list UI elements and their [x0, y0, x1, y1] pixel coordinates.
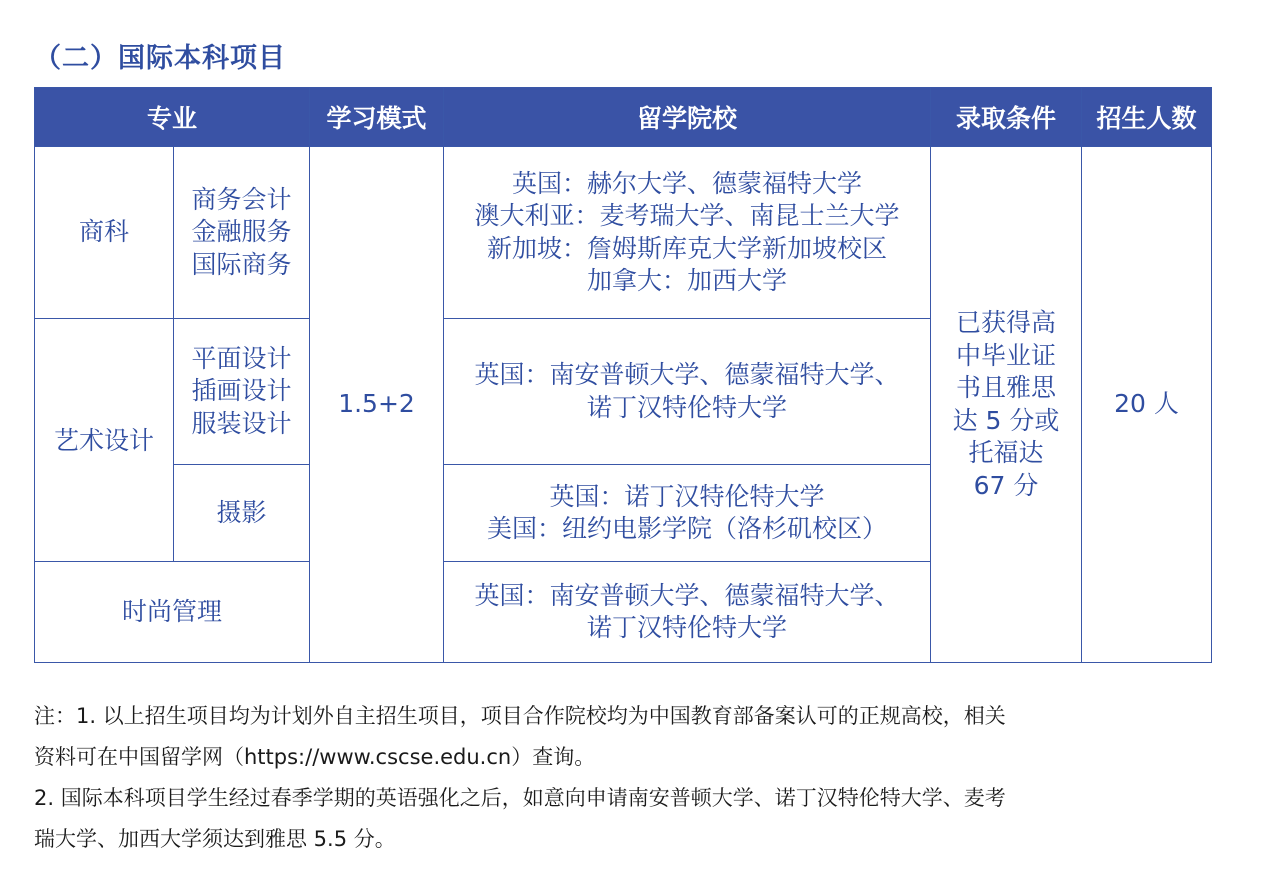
school-line: 诺丁汉特伦特大学: [587, 613, 788, 642]
schools-photography: [444, 465, 931, 562]
school-line: 英国：诺丁汉特伦特大学: [549, 481, 825, 511]
admission-line: 达 5 分或: [952, 405, 1060, 435]
sub-major: 服装设计: [191, 408, 292, 438]
admission-conditions: [931, 147, 1082, 663]
note-line: 瑞大学、加西大学须达到雅思 5.5 分。: [34, 827, 396, 851]
note-line: 2. 国际本科项目学生经过春季学期的英语强化之后，如意向申请南安普顿大学、诺丁汉特伦特大学、麦考: [34, 786, 1006, 810]
admission-line: 已获得高: [956, 308, 1057, 337]
admission-line: 67 分: [973, 470, 1039, 500]
category-business: 商科: [35, 147, 174, 319]
notes: [34, 696, 1214, 860]
header-mode: 学习模式: [310, 88, 444, 147]
section-title: （二）国际本科项目: [34, 43, 286, 74]
school-line: 英国：南安普顿大学、德蒙福特大学、: [474, 360, 900, 389]
sub-major: 平面设计: [191, 343, 292, 373]
sub-major: 商务会计: [191, 184, 292, 214]
header-major: 专业: [35, 88, 310, 147]
header-enrollment: 招生人数: [1082, 88, 1212, 147]
header-row: [35, 88, 1212, 147]
schools-fashion: [444, 562, 931, 663]
sub-major: 国际商务: [191, 249, 292, 279]
note-line: 资料可在中国留学网（https://www.cscse.edu.cn）查询。: [34, 745, 596, 769]
school-line: 美国：纽约电影学院（洛杉矶校区）: [487, 514, 888, 543]
sub-major: 金融服务: [191, 217, 292, 247]
school-line: 英国：南安普顿大学、德蒙福特大学、: [474, 580, 900, 610]
header-schools: 留学院校: [444, 88, 931, 147]
category-fashion-management: 时尚管理: [35, 562, 310, 663]
sub-major: 插画设计: [191, 376, 292, 406]
program-table: [34, 87, 1212, 663]
admission-line: 托福达: [968, 438, 1044, 467]
study-mode: 1.5+2: [310, 147, 444, 663]
school-line: 英国：赫尔大学、德蒙福特大学: [512, 168, 863, 198]
school-line: 加拿大：加西大学: [587, 266, 788, 295]
header-admission: 录取条件: [931, 88, 1082, 147]
admission-line: 书且雅思: [956, 373, 1057, 402]
sub-majors-design: [174, 319, 310, 465]
school-line: 澳大利亚：麦考瑞大学、南昆士兰大学: [474, 201, 900, 230]
sub-majors-business: [174, 147, 310, 319]
category-art-design: 艺术设计: [35, 319, 174, 562]
table-row: [35, 147, 1212, 319]
enrollment-count: 20 人: [1082, 147, 1212, 663]
school-line: 诺丁汉特伦特大学: [587, 392, 788, 422]
note-line: 注：1. 以上招生项目均为计划外自主招生项目，项目合作院校均为中国教育部备案认可的正规高校，相关: [34, 704, 1006, 728]
school-line: 新加坡：詹姆斯库克大学新加坡校区: [487, 233, 888, 263]
schools-business: [444, 147, 931, 319]
admission-line: 中毕业证: [956, 340, 1057, 370]
schools-design: [444, 319, 931, 465]
sub-major-photography: 摄影: [174, 465, 310, 562]
